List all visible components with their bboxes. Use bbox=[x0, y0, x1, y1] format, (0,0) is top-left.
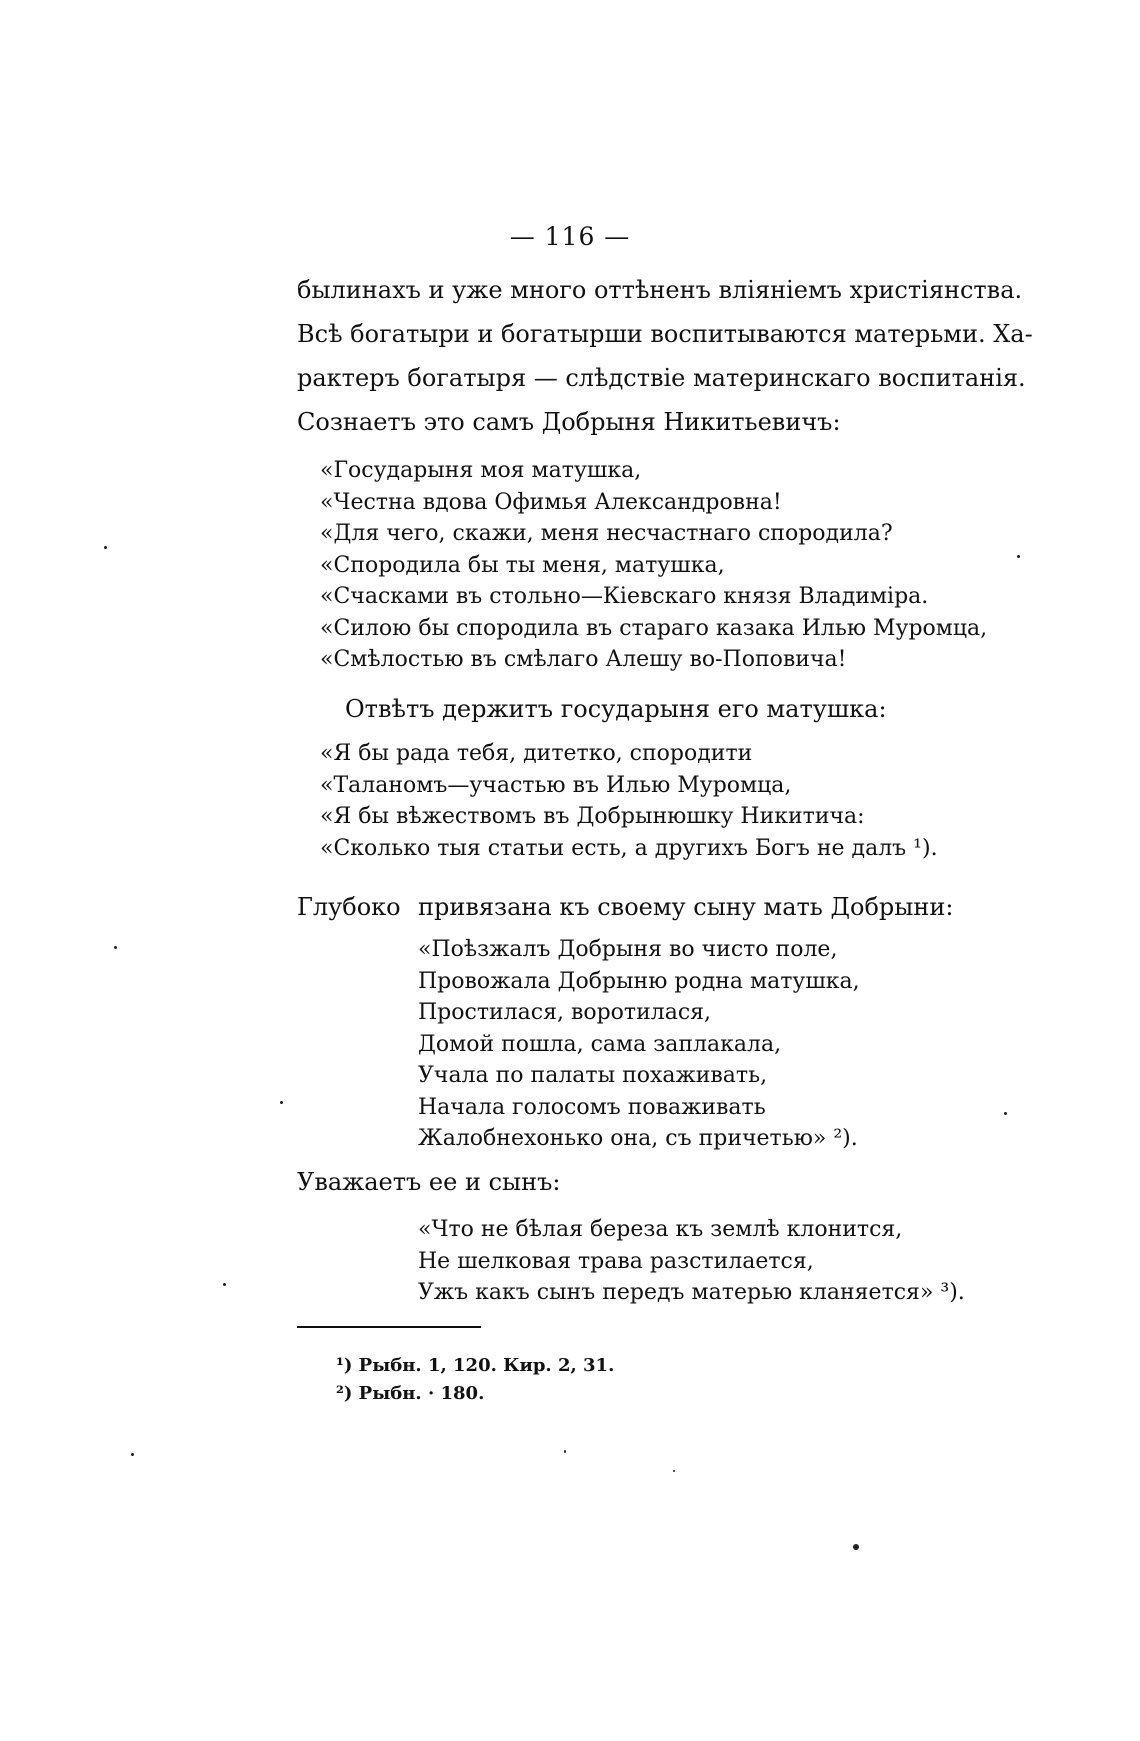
deeply-line-rest: привязана къ своему сыну мать Добрыни: bbox=[418, 893, 954, 921]
verse-line: «Смѣлостью въ смѣлаго Алешу во-Поповича! bbox=[320, 647, 847, 672]
verse-line: «Сколько тыя статьи есть, а другихъ Богъ не далъ ¹). bbox=[320, 835, 938, 861]
scan-speck bbox=[1004, 1112, 1007, 1115]
verse-line: «Честна вдова Офимья Александровна! bbox=[320, 489, 782, 515]
footnote-divider bbox=[297, 1326, 481, 1328]
scan-speck bbox=[673, 1470, 675, 1472]
scan-speck bbox=[280, 1101, 283, 1104]
scan-speck bbox=[564, 1450, 566, 1453]
answer-line: Отвѣтъ держитъ государыня его матушка: bbox=[345, 695, 887, 723]
footnote-1: ¹) Рыбн. 1, 120. Кир. 2, 31. bbox=[336, 1355, 615, 1376]
verse-line: «Я бы вѣжествомъ въ Добрынюшку Никитича: bbox=[320, 804, 865, 829]
verse-line: «Что не бѣлая береза къ землѣ клонится, bbox=[418, 1217, 903, 1242]
verse-line: «Для чего, скажи, меня несчастнаго спородила? bbox=[320, 521, 893, 546]
page-number: — 116 — bbox=[509, 222, 631, 251]
scan-speck bbox=[853, 1544, 859, 1550]
text-line: Всѣ богатыри и богатырши воспитываются матерьми. Ха- bbox=[297, 320, 1033, 348]
verse-line: «Спородила бы ты меня, матушка, bbox=[320, 552, 725, 578]
verse-line: Учала по палаты похаживать, bbox=[418, 1063, 768, 1088]
verse-line: Простилася, воротилася, bbox=[418, 1000, 712, 1025]
text-line: былинахъ и уже много оттѣненъ вліяніемъ христіянства. bbox=[297, 276, 1023, 304]
deeply-line-start: Глубоко bbox=[297, 893, 401, 921]
text-line: Сознаетъ это самъ Добрыня Никитьевичъ: bbox=[297, 408, 841, 436]
intro-paragraph bbox=[297, 268, 1033, 444]
verse-line: «Силою бы спородила въ стараго казака Илью Муромца, bbox=[320, 615, 988, 641]
verse-block-1 bbox=[320, 455, 987, 676]
verse-line: Не шелковая трава разстилается, bbox=[418, 1248, 814, 1274]
verse-line: «Я бы рада тебя, дитетко, спородити bbox=[320, 741, 753, 766]
scan-speck bbox=[1017, 555, 1020, 558]
footnote-2: ²) Рыбн. · 180. bbox=[336, 1383, 485, 1404]
scan-speck bbox=[114, 946, 117, 949]
text-line: рактеръ богатыря — слѣдствіе материнскаго воспитанія. bbox=[297, 364, 1026, 392]
verse-line: «Счасками въ стольно—Кіевскаго князя Владиміра. bbox=[320, 584, 929, 609]
scan-speck bbox=[223, 1283, 226, 1286]
verse-line: «Таланомъ—участью въ Илью Муромца, bbox=[320, 772, 792, 798]
respect-line: Уважаетъ ее и сынъ: bbox=[297, 1168, 561, 1196]
verse-line: Ужъ какъ сынъ передъ матерью кланяется» ³). bbox=[418, 1280, 965, 1305]
verse-line: Жалобнехонько она, съ причетью» ²). bbox=[418, 1126, 858, 1151]
verse-block-4 bbox=[418, 1214, 965, 1309]
scan-speck bbox=[104, 546, 107, 549]
verse-line: Начала голосомъ поваживать bbox=[418, 1094, 766, 1120]
verse-line: «Поѣзжалъ Добрыня во чисто поле, bbox=[418, 937, 838, 962]
verse-line: «Государыня моя матушка, bbox=[320, 458, 642, 483]
scan-speck bbox=[131, 1453, 134, 1456]
verse-line: Провожала Добрыню родна матушка, bbox=[418, 968, 860, 994]
verse-block-3 bbox=[418, 934, 860, 1155]
verse-block-2 bbox=[320, 738, 938, 864]
verse-line: Домой пошла, сама заплакала, bbox=[418, 1031, 782, 1057]
